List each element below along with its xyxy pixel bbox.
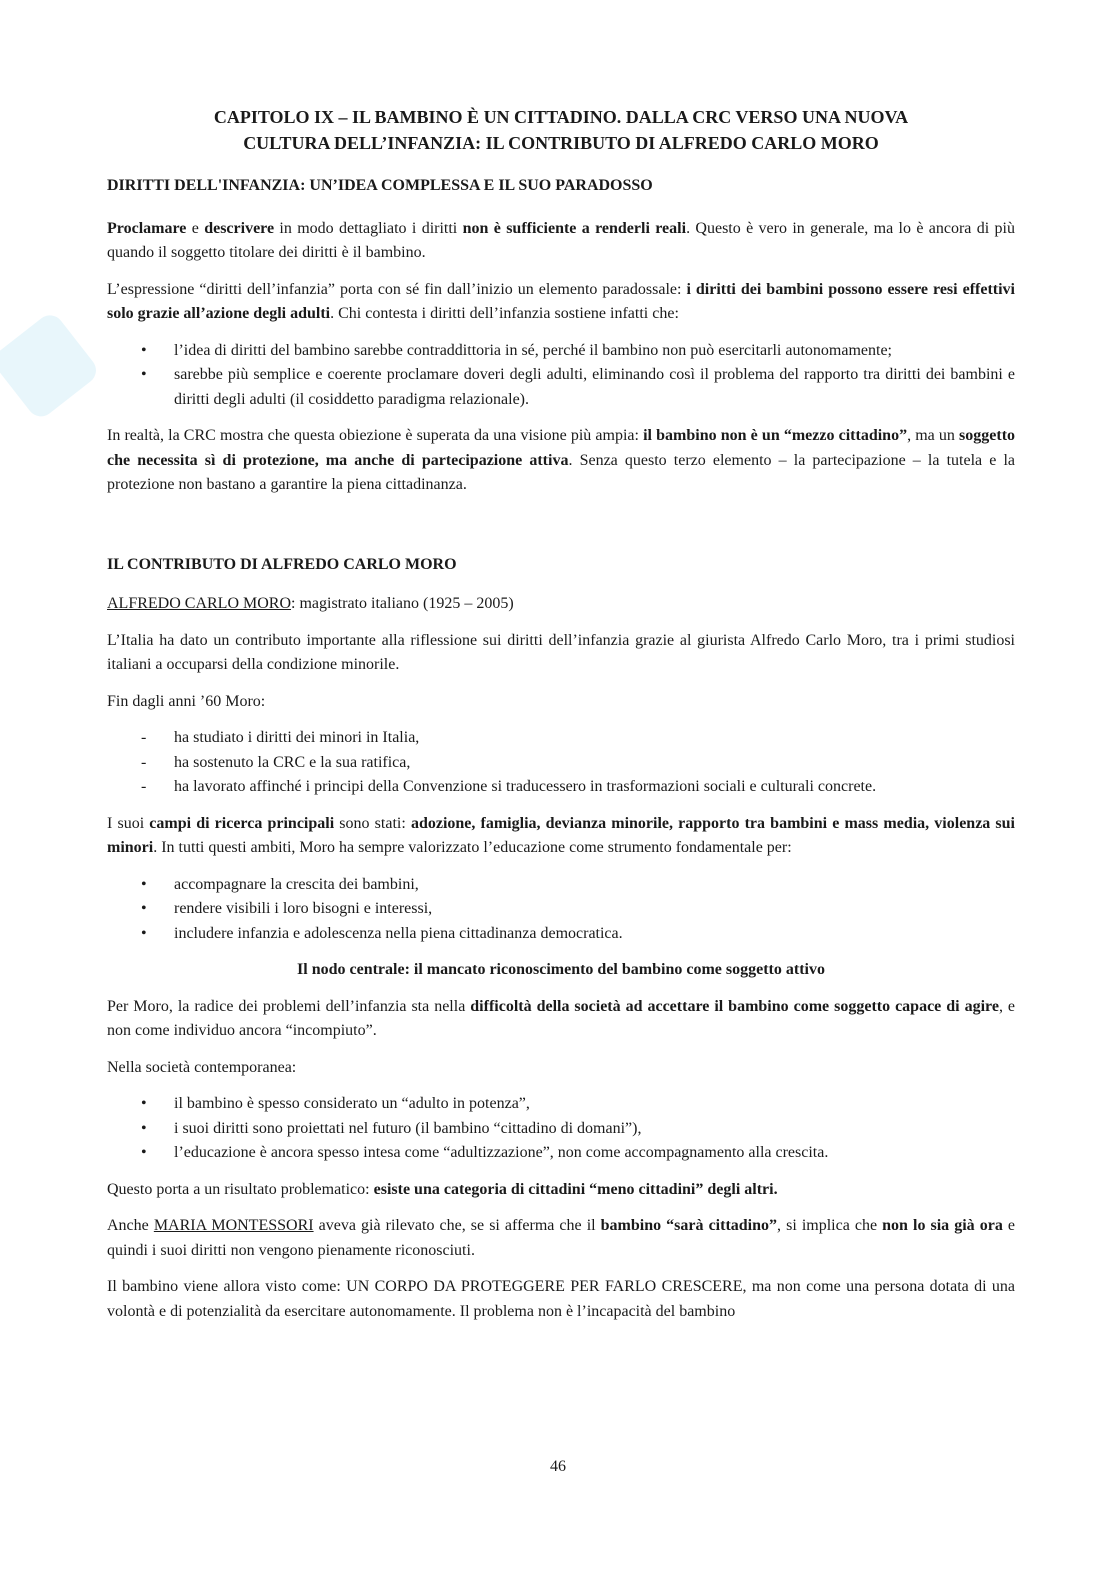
- subheading-nodo-centrale: Il nodo centrale: il mancato riconoscimento del bambino come soggetto attivo: [297, 961, 825, 978]
- paragraph-societa: Nella società contemporanea:: [107, 1058, 297, 1076]
- bio-line: ALFREDO CARLO MORO: magistrato italiano (1925 – 2005): [107, 595, 514, 612]
- dash-list-moro: [107, 726, 1015, 800]
- paragraph-fin-dagli-anni: Fin dagli anni ’60 Moro:: [107, 692, 266, 710]
- page-content: [107, 104, 1015, 1324]
- section-heading-moro: IL CONTRIBUTO DI ALFREDO CARLO MORO: [107, 555, 457, 573]
- chapter-title-line2: CULTURA DELL’INFANZIA: IL CONTRIBUTO DI ALFREDO CARLO MORO: [243, 133, 879, 153]
- paragraph-in-realta: In realtà, la CRC mostra che questa obiezione è superata da una visione più ampia: il bambino non è un “mezzo cittadino”, ma un soggetto che necessita sì di protezione, ma anche di partecipazione attiva. Senza questo terzo elemento – la partecipazione – la tutela e la protezione non bastano a garantire la piena cittadinanza.: [107, 427, 1016, 493]
- paragraph-risultato: Questo porta a un risultato problematico: esiste una categoria di cittadini “meno cittadini” degli altri.: [107, 1180, 778, 1198]
- paragraph-espressione: L’espressione “diritti dell’infanzia” porta con sé fin dall’inizio un elemento paradossale: i diritti dei bambini possono essere resi effettivi solo grazie all’azione degli adulti. Chi contesta i diritti dell’infanzia sostiene infatti che:: [107, 280, 1016, 322]
- paragraph-corpo-da-proteggere: Il bambino viene allora visto come: UN CORPO DA PROTEGGERE PER FARLO CRESCERE, ma non come una persona dotata di una volontà e di potenzialità da esercitare autonomamente. Il problema non è l’incapacità del bambino: [107, 1278, 1015, 1320]
- list-item: • l’educazione è ancora spesso intesa come “adultizzazione”, non come accompagnamento alla crescita.: [141, 1144, 829, 1161]
- list-item: - ha studiato i diritti dei minori in Italia,: [141, 729, 420, 746]
- list-item: • i suoi diritti sono proiettati nel futuro (il bambino “cittadino di domani”),: [141, 1119, 642, 1137]
- bullet-list-educazione: [107, 873, 1015, 947]
- paragraph-per-moro: Per Moro, la radice dei problemi dell’infanzia sta nella difficoltà della società ad accettare il bambino come soggetto capace di agire, e non come individuo ancora “incompiuto”.: [107, 997, 1016, 1039]
- paragraph-italia: L’Italia ha dato un contributo importante alla riflessione sui diritti dell’infanzia grazie al giurista Alfredo Carlo Moro, tra i primi studiosi italiani a occuparsi della condizione minorile.: [107, 631, 1015, 673]
- bullet-list-societa: [107, 1092, 1015, 1166]
- list-item: - ha sostenuto la CRC e la sua ratifica,: [141, 753, 411, 771]
- page-number: 46: [550, 1458, 566, 1475]
- list-item: • includere infanzia e adolescenza nella piena cittadinanza democratica.: [141, 924, 623, 942]
- bullet-list-obiezioni: [107, 339, 1015, 413]
- list-item: - ha lavorato affinché i principi della Convenzione si traducessero in trasformazioni sociali e culturali concrete.: [141, 778, 877, 795]
- list-item: • sarebbe più semplice e coerente proclamare doveri degli adulti, eliminando così il problema del rapporto tra diritti dei bambini e diritti degli adulti (il cosiddetto paradigma relazionale).: [141, 366, 1015, 408]
- list-item: • rendere visibili i loro bisogni e interessi,: [141, 900, 433, 917]
- paragraph-campi-ricerca: I suoi campi di ricerca principali sono stati: adozione, famiglia, devianza minorile, rapporto tra bambini e mass media, violenza sui minori. In tutti questi ambiti, Moro ha sempre valorizzato l’educazione come strumento fondamentale per:: [107, 814, 1016, 856]
- list-item: • il bambino è spesso considerato un “adulto in potenza”,: [141, 1095, 530, 1112]
- list-item: • l’idea di diritti del bambino sarebbe contraddittoria in sé, perché il bambino non può esercitarli autonomamente;: [141, 341, 892, 359]
- section-heading-diritti: DIRITTI DELL'INFANZIA: UN’IDEA COMPLESSA E IL SUO PARADOSSO: [107, 177, 653, 194]
- watermark-logo-icon: [0, 310, 102, 422]
- list-item: • accompagnare la crescita dei bambini,: [141, 875, 419, 893]
- chapter-title-line1: CAPITOLO IX – IL BAMBINO È UN CITTADINO. DALLA CRC VERSO UNA NUOVA: [213, 107, 909, 127]
- paragraph-proclamare: Proclamare e descrivere in modo dettagliato i diritti non è sufficiente a renderli reali. Questo è vero in generale, ma lo è ancora di più quando il soggetto titolare dei diritti è il bambino.: [107, 219, 1016, 261]
- chapter-title: [107, 104, 1015, 156]
- paragraph-montessori: Anche MARIA MONTESSORI aveva già rilevato che, se si afferma che il bambino “sarà cittadino”, si implica che non lo sia già ora e quindi i suoi diritti non vengono pienamente riconosciuti.: [107, 1217, 1016, 1259]
